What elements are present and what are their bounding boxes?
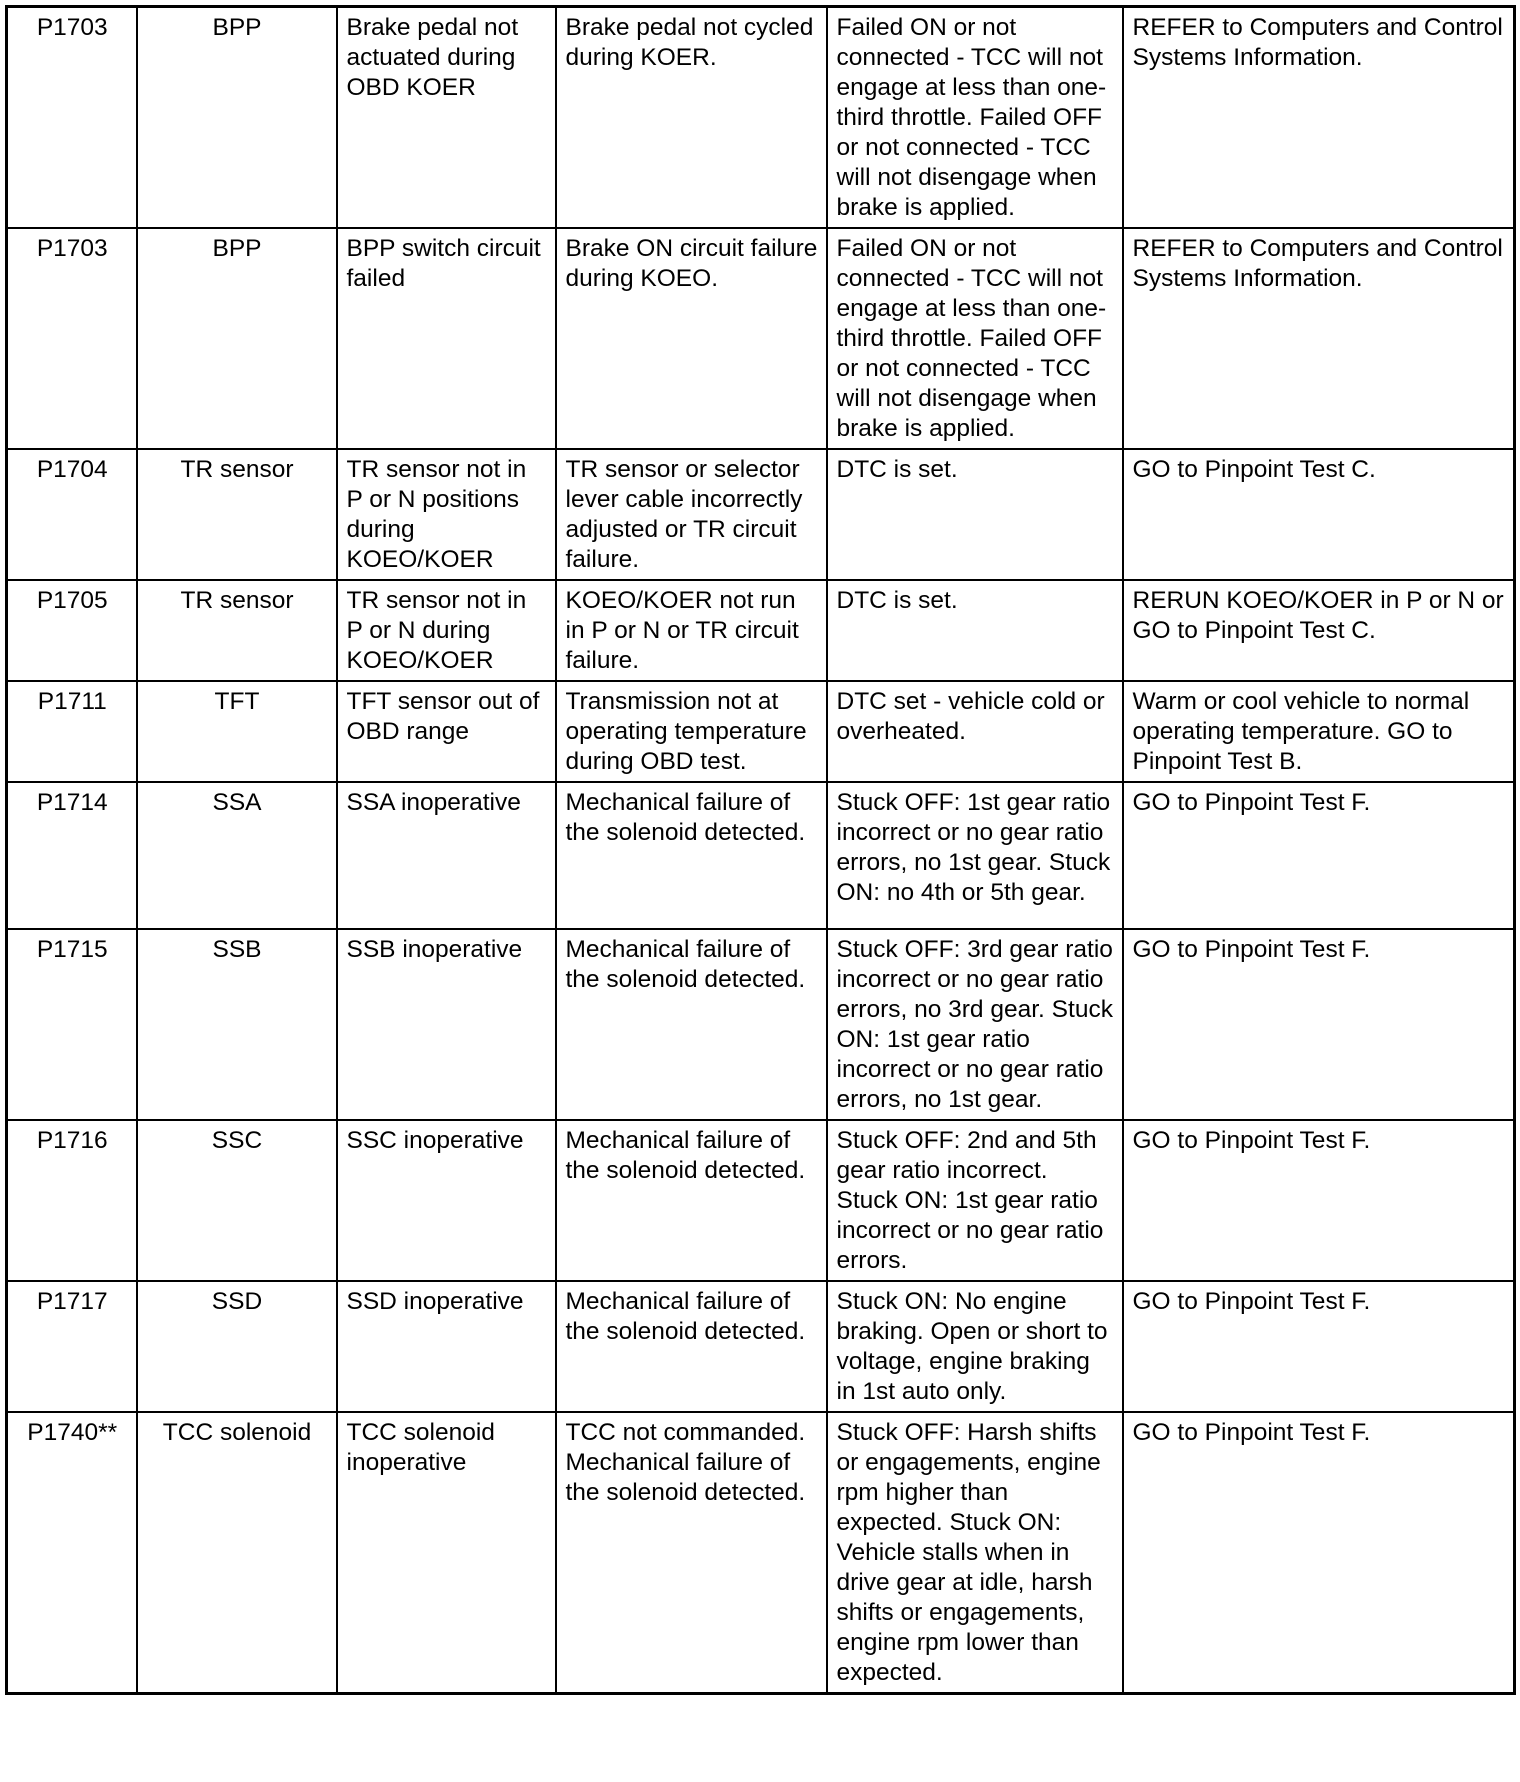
component-text: TR sensor [180, 456, 294, 483]
dtc-code-cell [7, 449, 137, 580]
table-row [7, 782, 1515, 929]
dtc-code-text: P1705 [36, 587, 108, 614]
table-row [7, 681, 1515, 782]
action-cell [1123, 1120, 1515, 1281]
table-row [7, 7, 1515, 229]
condition-text: Mechanical failure of the solenoid detected. [565, 936, 806, 993]
action-text: GO to Pinpoint Test C. [1132, 456, 1376, 483]
symptom-cell [827, 228, 1123, 449]
description-cell [337, 228, 556, 449]
dtc-code-text: P1704 [36, 456, 108, 483]
description-cell [337, 449, 556, 580]
component-cell [137, 580, 337, 681]
condition-text: Brake pedal not cycled during KOER. [565, 14, 814, 71]
component-text: TFT [214, 688, 260, 715]
description-cell [337, 1412, 556, 1694]
description-text: TFT sensor out of OBD range [346, 688, 540, 745]
condition-text: TCC not commanded. Mechanical failure of the solenoid detected. [565, 1419, 806, 1506]
dtc-code-cell [7, 681, 137, 782]
symptom-text: Stuck OFF: Harsh shifts or engagements, engine rpm higher than expected. Stuck ON: Vehicle stalls when in drive gear at idle, harsh shifts or engagements, engine rpm lower than expected. [836, 1419, 1101, 1686]
condition-cell [556, 580, 827, 681]
table-row [7, 580, 1515, 681]
symptom-cell [827, 1412, 1123, 1694]
component-text: TCC solenoid [162, 1419, 312, 1446]
symptom-text: DTC set - vehicle cold or overheated. [836, 688, 1105, 745]
symptom-cell [827, 782, 1123, 929]
component-text: SSA [212, 789, 262, 816]
dtc-code-text: P1703 [36, 14, 108, 41]
symptom-text: DTC is set. [836, 456, 958, 483]
symptom-cell [827, 7, 1123, 229]
component-cell [137, 929, 337, 1120]
dtc-code-text: P1715 [36, 936, 108, 963]
component-cell [137, 681, 337, 782]
description-cell [337, 681, 556, 782]
dtc-table-page [5, 5, 1513, 1695]
action-text: GO to Pinpoint Test F. [1132, 1288, 1371, 1315]
action-text: GO to Pinpoint Test F. [1132, 789, 1371, 816]
action-cell [1123, 580, 1515, 681]
table-row [7, 929, 1515, 1120]
dtc-code-text: P1714 [36, 789, 108, 816]
component-cell [137, 1281, 337, 1412]
symptom-text: Failed ON or not connected - TCC will not engage at less than one-third throttle. Failed OFF or not connected - TCC will not disengage when brake is applied. [836, 14, 1107, 221]
description-cell [337, 1281, 556, 1412]
dtc-code-cell [7, 580, 137, 681]
dtc-code-text: P1711 [37, 688, 107, 715]
action-cell [1123, 1412, 1515, 1694]
table-row [7, 1120, 1515, 1281]
dtc-code-cell [7, 228, 137, 449]
action-cell [1123, 681, 1515, 782]
dtc-code-cell [7, 7, 137, 229]
condition-text: Transmission not at operating temperature during OBD test. [565, 688, 807, 775]
dtc-code-cell [7, 929, 137, 1120]
description-text: SSD inoperative [346, 1288, 524, 1315]
description-text: TCC solenoid inoperative [346, 1419, 495, 1476]
dtc-code-cell [7, 1120, 137, 1281]
symptom-text: Stuck OFF: 2nd and 5th gear ratio incorrect. Stuck ON: 1st gear ratio incorrect or no gear ratio errors. [836, 1127, 1104, 1274]
table-row [7, 228, 1515, 449]
dtc-code-text: P1740** [27, 1419, 118, 1446]
symptom-cell [827, 449, 1123, 580]
description-text: Brake pedal not actuated during OBD KOER [346, 14, 519, 101]
condition-cell [556, 7, 827, 229]
component-cell [137, 1120, 337, 1281]
description-text: TR sensor not in P or N during KOEO/KOER [346, 587, 527, 674]
condition-text: Mechanical failure of the solenoid detected. [565, 789, 806, 846]
description-cell [337, 1120, 556, 1281]
action-text: GO to Pinpoint Test F. [1132, 1419, 1371, 1446]
component-cell [137, 782, 337, 929]
symptom-text: Stuck OFF: 3rd gear ratio incorrect or no gear ratio errors, no 3rd gear. Stuck ON: 1st gear ratio incorrect or no gear ratio errors, no 1st gear. [836, 936, 1113, 1113]
dtc-code-text: P1703 [36, 235, 108, 262]
dtc-code-cell [7, 1412, 137, 1694]
action-cell [1123, 228, 1515, 449]
description-cell [337, 7, 556, 229]
action-text: RERUN KOEO/KOER in P or N or GO to Pinpoint Test C. [1132, 587, 1504, 644]
condition-text: TR sensor or selector lever cable incorrectly adjusted or TR circuit failure. [565, 456, 803, 573]
component-text: TR sensor [180, 587, 294, 614]
symptom-text: Failed ON or not connected - TCC will not engage at less than one-third throttle. Failed OFF or not connected - TCC will not disengage when brake is applied. [836, 235, 1107, 442]
table-row [7, 1281, 1515, 1412]
symptom-cell [827, 929, 1123, 1120]
dtc-table-body [7, 7, 1515, 1694]
action-cell [1123, 782, 1515, 929]
component-text: SSB [212, 936, 262, 963]
condition-cell [556, 929, 827, 1120]
condition-cell [556, 1412, 827, 1694]
symptom-text: Stuck OFF: 1st gear ratio incorrect or no gear ratio errors, no 1st gear. Stuck ON: no 4th or 5th gear. [836, 789, 1111, 906]
action-text: GO to Pinpoint Test F. [1132, 1127, 1371, 1154]
description-text: SSB inoperative [346, 936, 523, 963]
condition-cell [556, 782, 827, 929]
condition-cell [556, 1281, 827, 1412]
condition-cell [556, 1120, 827, 1281]
symptom-text: DTC is set. [836, 587, 958, 614]
component-cell [137, 228, 337, 449]
action-text: REFER to Computers and Control Systems Information. [1132, 235, 1503, 292]
table-row [7, 449, 1515, 580]
description-text: BPP switch circuit failed [346, 235, 541, 292]
condition-cell [556, 681, 827, 782]
component-text: BPP [212, 14, 262, 41]
dtc-table [5, 5, 1516, 1695]
description-cell [337, 580, 556, 681]
component-cell [137, 1412, 337, 1694]
condition-cell [556, 449, 827, 580]
dtc-code-text: P1717 [36, 1288, 108, 1315]
description-text: TR sensor not in P or N positions during KOEO/KOER [346, 456, 527, 573]
condition-text: Brake ON circuit failure during KOEO. [565, 235, 818, 292]
action-cell [1123, 449, 1515, 580]
table-row [7, 1412, 1515, 1694]
dtc-code-cell [7, 1281, 137, 1412]
component-cell [137, 449, 337, 580]
symptom-cell [827, 580, 1123, 681]
component-text: BPP [212, 235, 262, 262]
component-cell [137, 7, 337, 229]
description-cell [337, 929, 556, 1120]
dtc-code-cell [7, 782, 137, 929]
description-cell [337, 782, 556, 929]
symptom-cell [827, 1120, 1123, 1281]
action-cell [1123, 7, 1515, 229]
condition-text: Mechanical failure of the solenoid detected. [565, 1288, 806, 1345]
action-text: GO to Pinpoint Test F. [1132, 936, 1371, 963]
component-text: SSD [211, 1288, 263, 1315]
description-text: SSA inoperative [346, 789, 521, 816]
description-text: SSC inoperative [346, 1127, 524, 1154]
action-text: Warm or cool vehicle to normal operating temperature. GO to Pinpoint Test B. [1132, 688, 1470, 775]
action-cell [1123, 929, 1515, 1120]
action-cell [1123, 1281, 1515, 1412]
symptom-cell [827, 681, 1123, 782]
dtc-code-text: P1716 [36, 1127, 108, 1154]
condition-text: Mechanical failure of the solenoid detected. [565, 1127, 806, 1184]
condition-cell [556, 228, 827, 449]
action-text: REFER to Computers and Control Systems Information. [1132, 14, 1503, 71]
component-text: SSC [211, 1127, 263, 1154]
symptom-text: Stuck ON: No engine braking. Open or short to voltage, engine braking in 1st auto only. [836, 1288, 1108, 1405]
symptom-cell [827, 1281, 1123, 1412]
condition-text: KOEO/KOER not run in P or N or TR circuit failure. [565, 587, 799, 674]
